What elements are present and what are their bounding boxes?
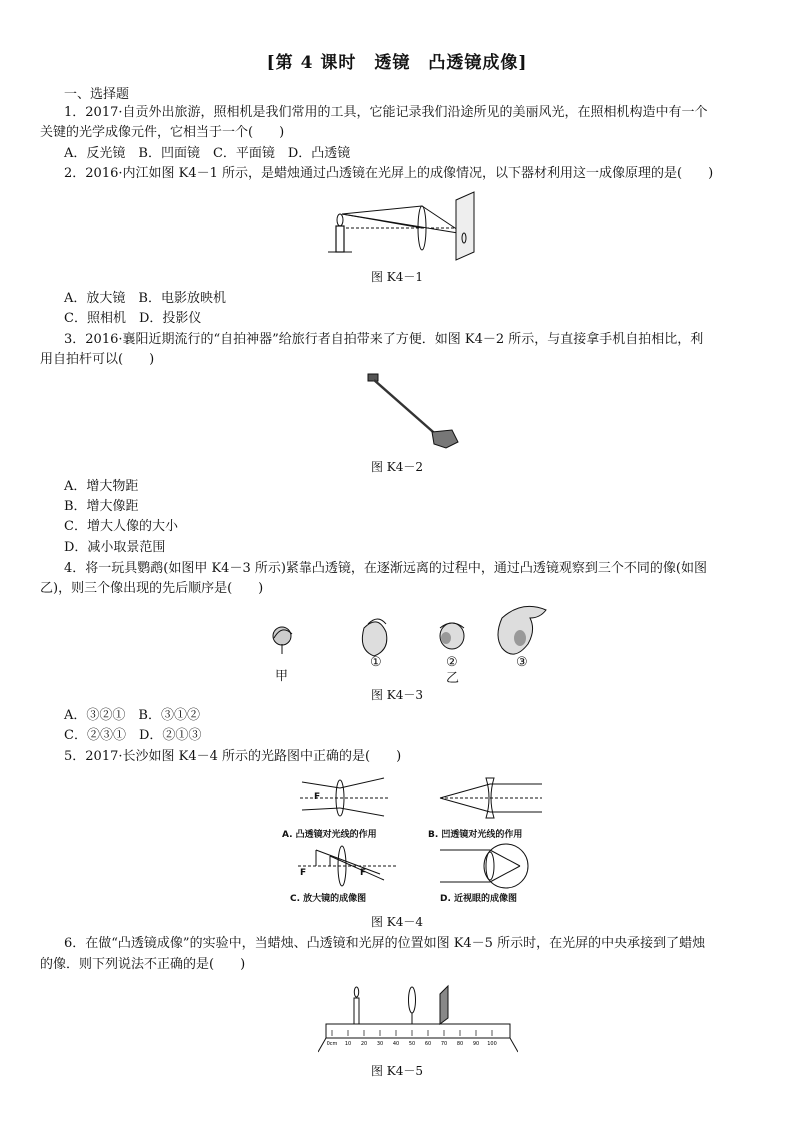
ruler-label: 20 [360, 1041, 368, 1047]
parrot-image-1 [362, 619, 386, 656]
ruler-label: 70 [440, 1041, 448, 1047]
q1-options: A．反光镜 B．凹面镜 C．平面镜 D．凸透镜 [64, 146, 351, 161]
ruler-label: 0cm [326, 1041, 338, 1047]
ruler-label: 60 [424, 1041, 432, 1047]
ruler-label: 50 [408, 1041, 416, 1047]
subcaption-d: D. 近视眼的成像图 [440, 894, 518, 904]
q6-line2: 的像．则下列说法不正确的是( ) [40, 957, 246, 972]
q5-line1: 5．2017·长沙如图 K4－4 所示的光路图中正确的是( ) [64, 749, 402, 764]
caption-k4-1: 图 K4－1 [370, 270, 424, 284]
q6-line1: 6．在做“凸透镜成像”的实验中，当蜡烛、凸透镜和光屏的位置如图 K4－5 所示时，在光屏的中央承接到了蜡烛 [64, 936, 706, 951]
q3-line1: 3．2016·襄阳近期流行的“自拍神器”给旅行者自拍带来了方便．如图 K4－2 所示，与直接拿手机自拍相比，利 [64, 332, 704, 347]
q2-line1: 2．2016·内江如图 K4－1 所示，是蜡烛通过凸透镜在光屏上的成像情况，以下器材利用这一成像原理的是( ) [64, 166, 714, 181]
q4-options-2: C．②③① D．②①③ [64, 728, 202, 743]
caption-k4-3: 图 K4－3 [370, 688, 424, 702]
subcaption-c: C. 放大镜的成像图 [290, 894, 367, 904]
q4-line2: 乙)，则三个像出现的先后顺序是( ) [40, 581, 264, 596]
q1-line2: 关键的光学成像元件，它相当于一个( ) [40, 125, 285, 140]
parrot-original [273, 627, 292, 654]
candle-body [336, 226, 344, 252]
screen-on-bench [440, 986, 448, 1024]
q1-line1: 1．2017·自贡外出旅游，照相机是我们常用的工具，它能记录我们沿途所见的美丽风光，在照相机构造中有一个 [64, 105, 708, 120]
selfie-stick [374, 380, 440, 438]
label-3: ③ [516, 655, 528, 670]
q3-option-d: D．减小取景范围 [64, 540, 166, 555]
page-title: [第 4 课时 透镜 凸透镜成像] [266, 53, 528, 73]
focal-point-label-c-right: F [360, 868, 367, 878]
diagram-d-myopia [440, 844, 528, 888]
q4-line1: 4．将一玩具鹦鹉(如图甲 K4－3 所示)紧靠凸透镜，在逐渐远离的过程中，通过凸透镜观察到三个不同的像(如图 [64, 561, 708, 576]
diagram-b-concave-lens [440, 778, 542, 818]
ruler-label: 100 [487, 1041, 497, 1047]
light-screen [456, 192, 474, 260]
label-yi: 乙 [446, 671, 460, 686]
label-1: ① [370, 655, 382, 670]
ruler-label: 80 [456, 1041, 464, 1047]
q3-option-c: C．增大人像的大小 [64, 519, 178, 534]
lens-on-bench [409, 987, 416, 1024]
figure-k4-5-optical-bench [318, 980, 518, 1056]
ruler-ticks [332, 1030, 492, 1036]
optical-bench [326, 1024, 510, 1038]
ruler-label: 30 [376, 1041, 384, 1047]
figure-k4-1 [328, 190, 478, 262]
subcaption-a: A. 凸透镜对光线的作用 [282, 830, 377, 840]
diagram-c-magnifier [298, 846, 396, 886]
label-2: ② [446, 655, 458, 670]
caption-k4-4: 图 K4－4 [370, 915, 424, 929]
section-heading: 一、选择题 [64, 87, 130, 102]
q2-options-2: C．照相机 D．投影仪 [64, 311, 202, 326]
focal-point-label-c-left: F [300, 868, 307, 878]
q2-options-1: A．放大镜 B．电影放映机 [64, 291, 226, 306]
focal-point-label-a: F [314, 792, 321, 802]
figure-k4-3-parrots [264, 598, 564, 688]
subcaption-b: B. 凹透镜对光线的作用 [428, 830, 523, 840]
ruler-label: 10 [344, 1041, 352, 1047]
caption-k4-5: 图 K4－5 [370, 1064, 424, 1078]
label-jia: 甲 [275, 669, 289, 684]
ruler-label: 90 [472, 1041, 480, 1047]
q3-line2: 用自拍杆可以( ) [40, 352, 155, 367]
figure-k4-2-selfie-stick [362, 372, 462, 452]
phone-clip [368, 374, 378, 381]
caption-k4-2: 图 K4－2 [370, 460, 424, 474]
parrot-image-2 [440, 623, 464, 649]
q3-option-b: B．增大像距 [64, 499, 139, 514]
candle-on-bench [354, 987, 359, 1024]
parrot-image-3 [498, 606, 546, 654]
q3-option-a: A．增大物距 [64, 479, 139, 494]
hand [432, 430, 458, 448]
q4-options-1: A．③②① B．③①② [64, 708, 200, 723]
ruler-label: 40 [392, 1041, 400, 1047]
candle-flame [337, 214, 343, 226]
